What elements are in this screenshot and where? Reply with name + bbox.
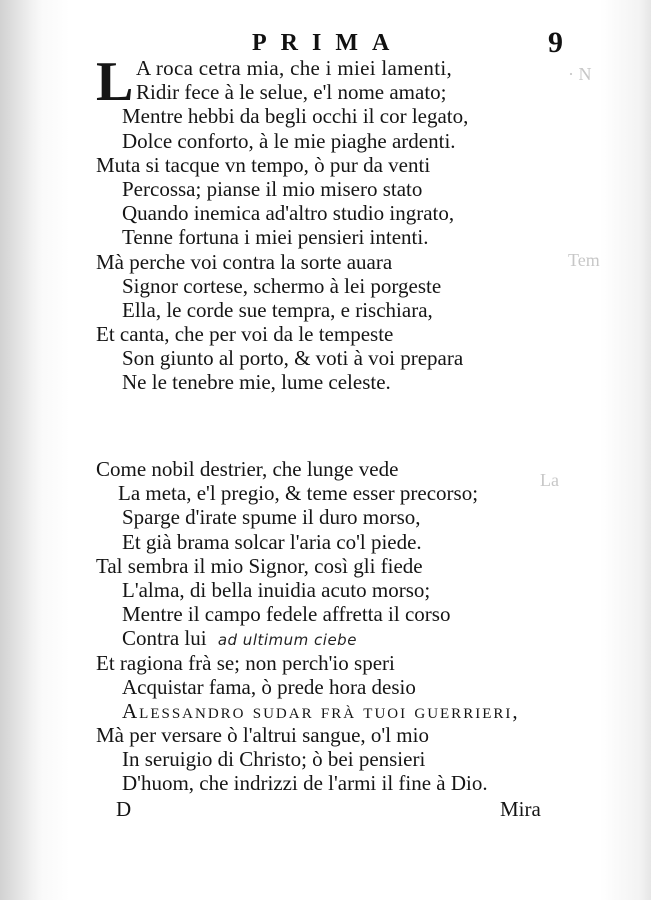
verse-line: Sparge d'irate spume il duro morso, xyxy=(122,505,421,530)
verse-line: Quando inemica ad'altro studio ingrato, xyxy=(122,201,455,226)
page-footer xyxy=(0,797,651,827)
verse-line: Dolce conforto, à le mie piaghe ardenti. xyxy=(122,128,456,153)
running-head: PRIMA xyxy=(252,30,404,56)
verse-line: Ne le tenebre mie, lume celeste. xyxy=(122,370,391,395)
verse-line: Acquistar fama, ò prede hora desio xyxy=(122,674,416,699)
verse-line: Signor cortese, schermo à lei porgeste xyxy=(122,273,442,298)
verse-line: Son giunto al porto, & voti à voi prepara xyxy=(122,346,464,371)
verse-line: Et canta, che per voi da le tempeste xyxy=(96,322,394,347)
verse-text: A roca cetra mia, che i miei lamenti, xyxy=(136,56,453,80)
verse-line: Tenne fortuna i miei pensieri intenti. xyxy=(122,225,429,250)
sonnet-first xyxy=(96,51,566,395)
verse-line: Ridir fece à le selue, e'l nome amato; xyxy=(136,80,447,105)
show-through-text: Tem xyxy=(568,250,600,270)
verse-line: Muta si tacque vn tempo, ò pur da venti xyxy=(96,152,431,177)
verse-line: La meta, e'l pregio, & teme esser precorso; xyxy=(118,481,479,506)
signature-mark: D xyxy=(116,797,132,821)
verse-line: Mentre il campo fedele affretta il corso xyxy=(122,602,451,627)
verse-line: Et già brama solcar l'aria co'l piede. xyxy=(122,529,422,554)
verse-text: Contra lui xyxy=(122,626,207,651)
drop-cap: L xyxy=(96,51,134,113)
catchword: Mira xyxy=(500,797,541,821)
verse-line: D'huom, che indrizzi de l'armi il fine à Dio. xyxy=(122,771,488,796)
verse-line: Alessandro sudar frà tuoi guerrieri, xyxy=(122,698,520,723)
verse-line: In seruigio di Christo; ò bei pensieri xyxy=(122,747,426,772)
verse-line: Come nobil destrier, che lunge vede xyxy=(96,457,399,481)
verse-line: Tal sembra il mio Signor, così gli fiede xyxy=(96,553,423,578)
page-number: 9 xyxy=(548,26,563,59)
gutter-shadow xyxy=(0,0,42,900)
show-through-text: · N xyxy=(568,64,592,84)
verse-line: Ella, le corde sue tempra, e rischiara, xyxy=(122,297,433,322)
sonnet-second xyxy=(96,457,566,796)
verse-line: Mà per versare ò l'altrui sangue, o'l mio xyxy=(96,723,429,748)
show-through-text: La xyxy=(540,470,559,490)
verse-line: Et ragiona frà se; non perch'io speri xyxy=(96,650,395,675)
verse-line: L'alma, di bella inuidia acuto morso; xyxy=(122,577,431,602)
handwritten-annotation: ad ultimum ciebe xyxy=(217,631,357,650)
verse-line: Percossa; pianse il mio misero stato xyxy=(122,176,423,201)
verse-line: Mentre hebbi da begli occhi il cor legato, xyxy=(122,104,469,129)
verse-line xyxy=(96,626,566,650)
verse-line: Mà perche voi contra la sorte auara xyxy=(96,249,393,274)
